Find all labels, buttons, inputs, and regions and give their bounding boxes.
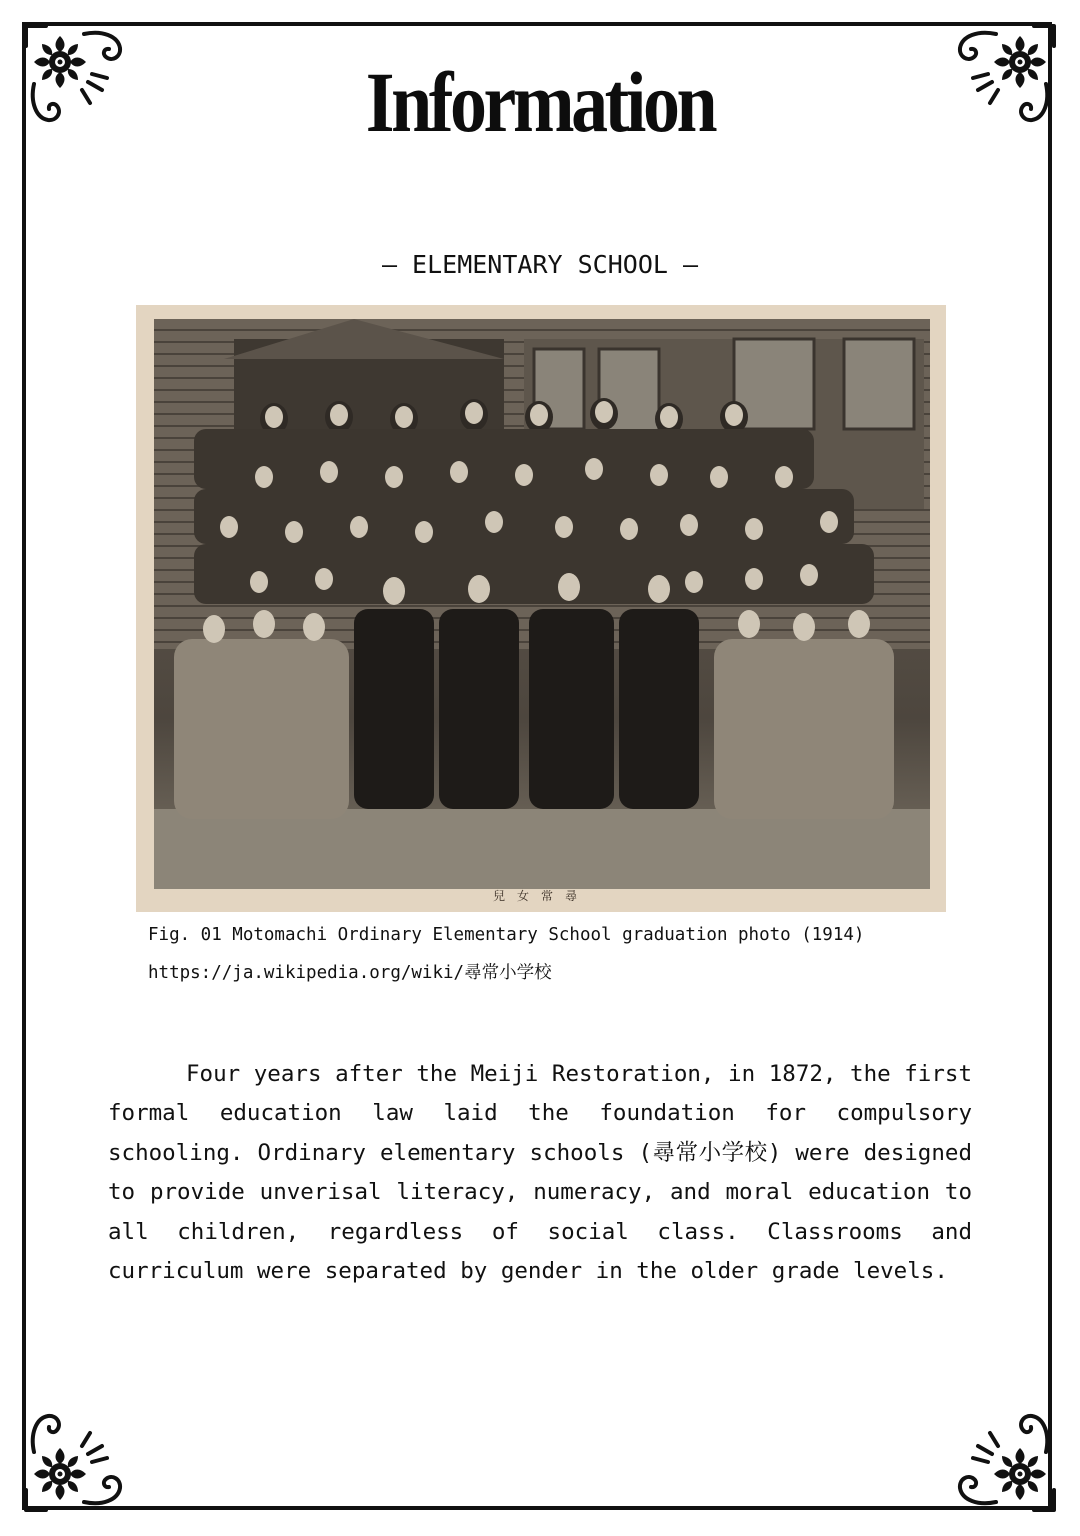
section-heading: — ELEMENTARY SCHOOL — xyxy=(381,250,699,279)
corner-ornament-bottom-left xyxy=(22,1398,138,1514)
figure-source-link[interactable]: https://ja.wikipedia.org/wiki/尋常小学校 xyxy=(148,963,552,983)
body-paragraph: Four years after the Meiji Restoration, in 1872, the first formal education law laid the foundation for compulsory schooling. Ordinary elementary schools (尋常小学校) were designed to provide unverisal literacy, numeracy, and moral education to all children, regardless of social class. Classrooms and curriculum were separated by gender in the older grade levels. xyxy=(108,1060,972,1284)
figure-photo-mat xyxy=(136,305,946,912)
page-title: Information xyxy=(365,54,715,150)
graduation-photo xyxy=(154,319,930,889)
flourish-icon xyxy=(942,1398,1058,1514)
photo-illustration xyxy=(154,319,930,889)
figure-caption: Fig. 01 Motomachi Ordinary Elementary School graduation photo (1914) xyxy=(148,925,865,945)
flourish-icon xyxy=(22,1398,138,1514)
figure-caption-block xyxy=(148,916,1048,992)
corner-ornament-bottom-right xyxy=(942,1398,1058,1514)
photo-inscription: 兒女常尋 xyxy=(492,889,589,903)
